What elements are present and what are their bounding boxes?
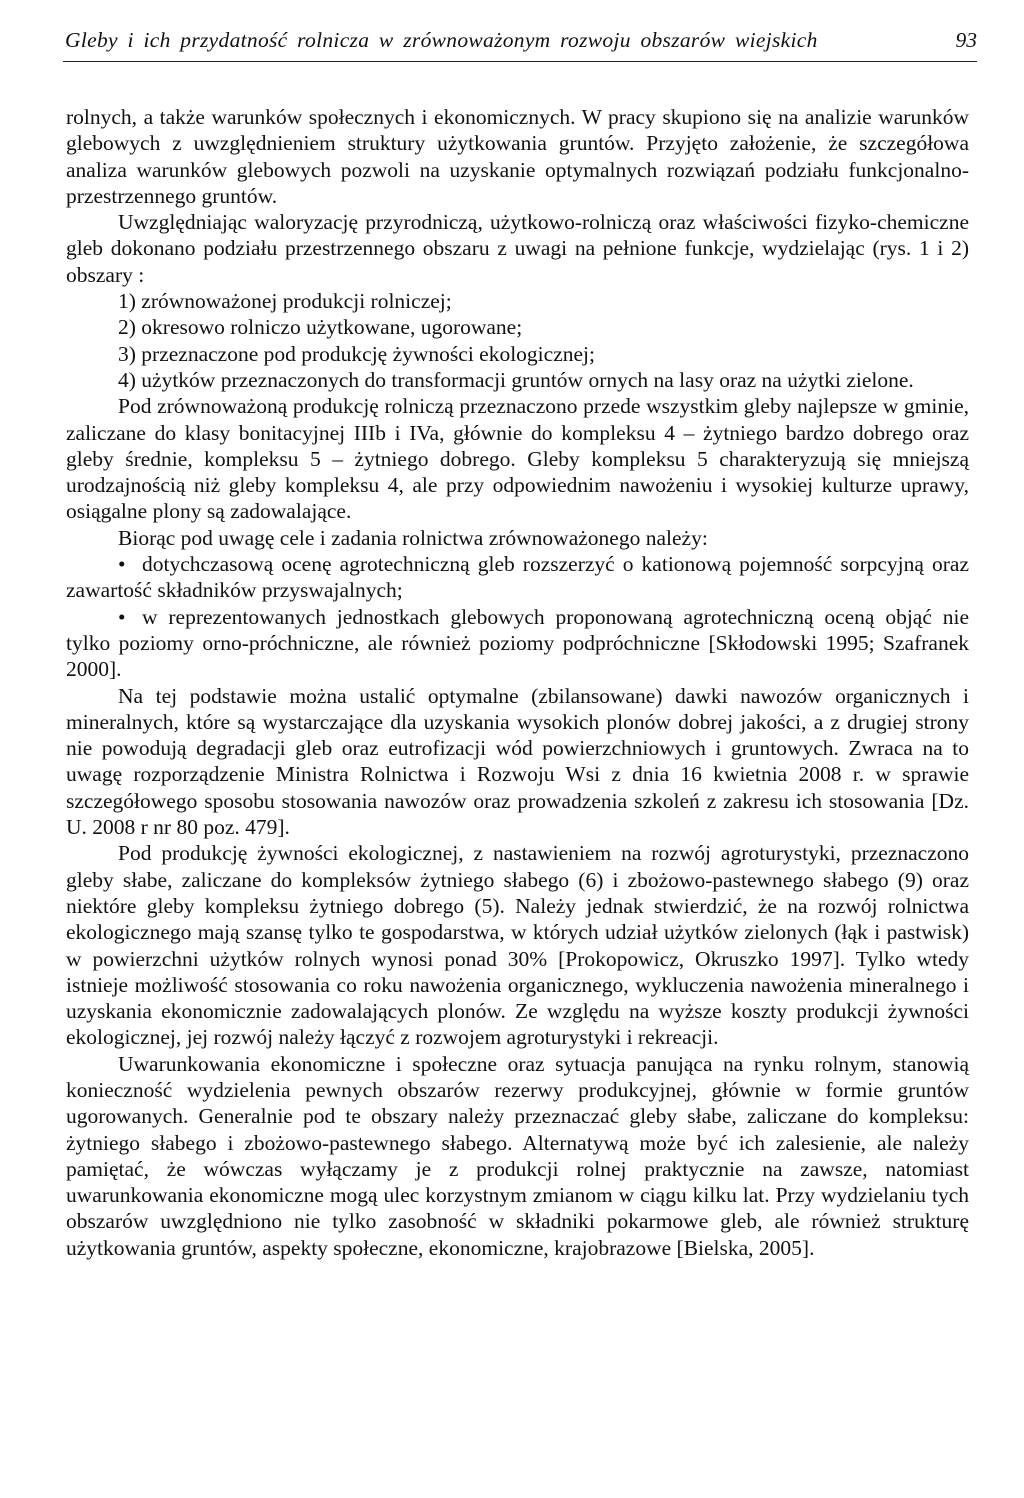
- list-item-3: 3) przeznaczone pod produkcję żywności ekologicznej;: [118, 341, 595, 366]
- paragraph: Na tej podstawie można ustalić optymalne (zbilansowane) dawki nawozów organicznych i mineralnych, które są wystarczające dla uzyskania wysokich plonów dobrej jakości, a z drugiej strony nie powodują degradacji gleb oraz eutrofizacji wód powierzchniowych i gruntowych. Zwraca na to uwagę rozporządzenie Ministra Rolnictwa i Rozwoju Wsi z dnia 16 kwietnia 2008 r. w sprawie szczegółowego sposobu stosowania nawozów oraz prowadzenia szkoleń z zakresu ich stosowania [Dz. U. 2008 r nr 80 poz. 479].: [66, 683, 969, 840]
- bullet-text: dotychczasową ocenę agrotechniczną gleb rozszerzyć o kationową pojemność sorpcyjną oraz zawartość składników przyswajalnych;: [66, 552, 969, 603]
- paragraph: Uwarunkowania ekonomiczne i społeczne oraz sytuacja panująca na rynku rolnym, stanowią konieczność wydzielenia pewnych obszarów rezerwy produkcyjnej, głównie w formie gruntów ugorowanych. Generalnie pod te obszary należy przeznaczać gleby słabe, zaliczane do kompleksu: żytniego słabego i zbożowo-pastewnego słabego. Alternatywą może być ich zalesienie, ale należy pamiętać, że wówczas wyłączamy je z produkcji rolnej praktycznie na zawsze, natomiast uwarunkowania ekonomiczne mogą ulec korzystnym zmianom w ciągu kilku lat. Przy wydzielaniu tych obszarów uwzględniono nie tylko zasobność w składniki pokarmowe gleb, ale również strukturę użytkowania gruntów, aspekty społeczne, ekonomiczne, krajobrazowe [Bielska, 2005].: [66, 1051, 969, 1260]
- paragraph: Pod zrównoważoną produkcję rolniczą przeznaczono przede wszystkim gleby najlepsze w gminie, zaliczane do klasy bonitacyjnej IIIb i IVa, głównie do kompleksu 4 – żytniego bardzo dobrego oraz gleby średnie, kompleksu 5 – żytniego dobrego. Gleby kompleksu 5 charakteryzują się mniejszą urodzajnością niż gleby kompleksu 4, ale przy odpowiednim nawożeniu i wysokiej kulturze uprawy, osiągalne plony są zadowalające.: [66, 394, 969, 524]
- article-body: [66, 104, 969, 1261]
- paragraph-continuation: rolnych, a także warunków społecznych i ekonomicznych. W pracy skupiono się na analizie warunków glebowych z uwzględnieniem struktury użytkowania gruntów. Przyjęto założenie, że szczegółowa analiza warunków glebowych pozwoli na uzyskanie optymalnych rozwiązań podziału funkcjonalno-przestrzennego gruntów.: [66, 105, 969, 208]
- list-item-4: 4) użytków przeznaczonych do transformacji gruntów ornych na lasy oraz na użytki zielone.: [118, 367, 914, 392]
- paragraph: Uwzględniając waloryzację przyrodniczą, użytkowo-rolniczą oraz właściwości fizyko-chemiczne gleb dokonano podziału przestrzennego obszaru z uwagi na pełnione funkcje, wydzielając (rys. 1 i 2) obszary :: [66, 210, 969, 287]
- bullet-icon: •: [118, 604, 126, 629]
- list-item-1: 1) zrównoważonej produkcji rolniczej;: [118, 289, 452, 314]
- list-item-2: 2) okresowo rolniczo użytkowane, ugorowane;: [118, 315, 523, 340]
- bullet-item-2: [66, 604, 969, 683]
- bullet-icon: •: [118, 552, 126, 577]
- running-title: Gleby i ich przydatność rolnicza w zrównoważonym rozwoju obszarów wiejskich: [65, 28, 818, 52]
- bullet-item-1: [66, 551, 969, 604]
- page-number: 93: [955, 28, 977, 52]
- paragraph: Biorąc pod uwagę cele i zadania rolnictwa zrównoważonego należy:: [118, 525, 708, 550]
- bullet-text: w reprezentowanych jednostkach glebowych proponowaną agrotechniczną oceną objąć nie tylko poziomy orno-próchniczne, ale również poziomy podpróchniczne [Skłodowski 1995; Szafranek 2000].: [66, 604, 969, 682]
- running-header: [63, 22, 977, 62]
- paragraph: Pod produkcję żywności ekologicznej, z nastawieniem na rozwój agroturystyki, przeznaczono gleby słabe, zaliczane do kompleksów żytniego słabego (6) i zbożowo-pastewnego słabego (9) oraz niektóre gleby kompleksu żytniego dobrego (5). Należy jednak stwierdzić, że na rozwój rolnictwa ekologicznego mają szansę tylko te gospodarstwa, w których udział użytków zielonych (łąk i pastwisk) w powierzchni użytków rolnych wynosi ponad 30% [Prokopowicz, Okruszko 1997]. Tylko wtedy istnieje możliwość stosowania co roku nawożenia organicznego, wykluczenia nawożenia mineralnego i uzyskania ekonomicznie zadowalających plonów. Ze względu na wyższe koszty produkcji żywności ekologicznej, jej rozwój należy łączyć z rozwojem agroturystyki i rekreacji.: [66, 841, 969, 1050]
